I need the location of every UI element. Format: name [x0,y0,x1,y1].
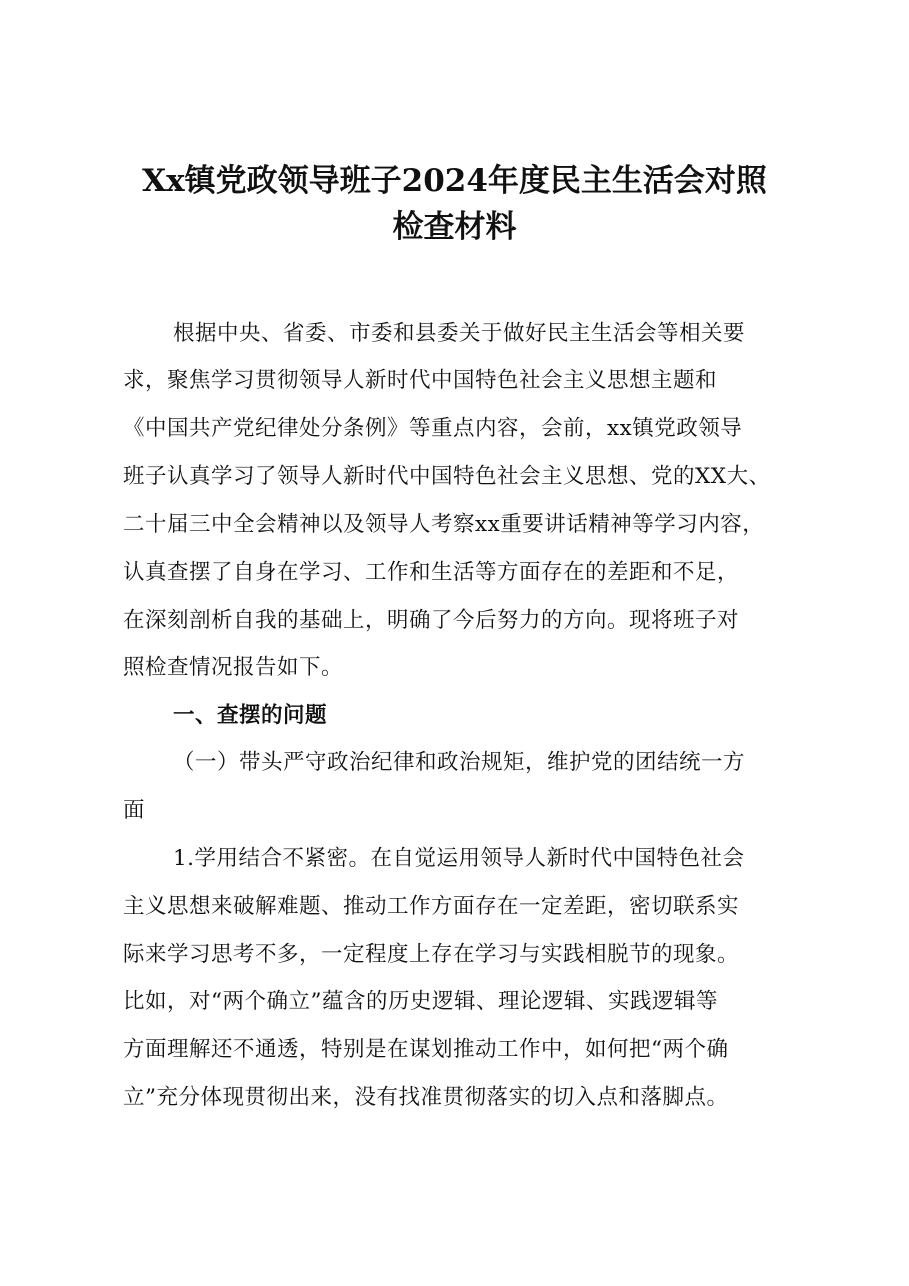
subsection-line-1: （一）带头严守政治纪律和政治规矩，维护党的团结统一方 [173,750,746,775]
item1-line-5: 方面理解还不通透，特别是在谋划推动工作中，如何把“两个确 [123,1037,729,1062]
intro-line-7: 在深刻剖析自我的基础上，明确了今后努力的方向。现将班子对 [123,608,740,633]
item1-line-4: 比如，对“两个确立”蕴含的历史逻辑、理论逻辑、实践逻辑等 [123,989,718,1014]
intro-line-2: 求，聚焦学习贯彻领导人新时代中国特色社会主义思想主题和 [123,368,718,393]
title-line-1: Xx镇党政领导班子2024年度民主生活会对照 [142,163,767,199]
item1-line-6: 立”充分体现贯彻出来，没有找准贯彻落实的切入点和落脚点。 [123,1085,729,1110]
item1-line-2: 主义思想来破解难题、推动工作方面存在一定差距，密切联系实 [123,894,740,919]
item1-line-1: 1.学用结合不紧密。在自觉运用领导人新时代中国特色社会 [173,846,745,871]
document-title [0,158,909,250]
intro-line-1: 根据中央、省委、市委和县委关于做好民主生活会等相关要 [173,321,746,346]
subsection-line-2: 面 [123,798,146,823]
intro-line-4: 班子认真学习了领导人新时代中国特色社会主义思想、党的XX大、 [123,464,771,489]
intro-line-8: 照检查情况报告如下。 [123,655,344,680]
title-line-2: 检查材料 [392,209,517,245]
intro-line-3: 《中国共产党纪律处分条例》等重点内容，会前，xx镇党政领导 [123,416,743,441]
intro-line-6: 认真查摆了自身在学习、工作和生活等方面存在的差距和不足， [123,560,740,585]
section-heading: 一、查摆的问题 [173,703,328,728]
intro-line-5: 二十届三中全会精神以及领导人考察xx重要讲话精神等学习内容， [123,512,765,537]
item1-line-3: 际来学习思考不多，一定程度上存在学习与实践相脱节的现象。 [123,942,740,967]
